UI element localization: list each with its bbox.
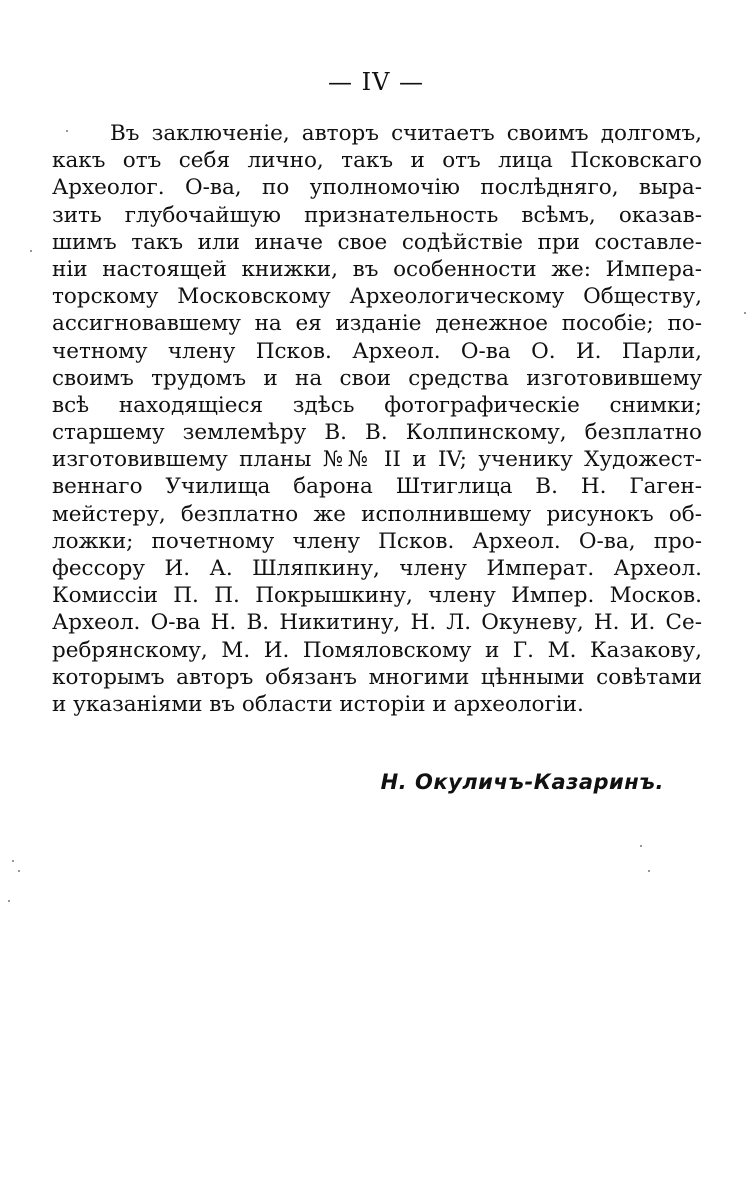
text-line: изготовившему планы №№ II и IV; ученику Художест-	[52, 447, 702, 473]
text-line: Въ заключеніе, авторъ считаетъ своимъ долгомъ,	[110, 121, 702, 146]
scan-speck	[12, 860, 14, 862]
scan-speck	[30, 250, 32, 252]
text-line: мейстеру, безплатно же исполнившему рисунокъ об-	[52, 501, 702, 527]
text-line: торскому Московскому Археологическому Обществу,	[52, 284, 702, 310]
text-line: фессору И. А. Шляпкину, члену Императ. Археол.	[52, 556, 702, 581]
scan-speck	[66, 130, 68, 132]
text-line: четному члену Псков. Археол. О-ва О. И. Парли,	[52, 338, 702, 364]
text-line: ложки; почетному члену Псков. Археол. О-ва, про-	[52, 528, 702, 554]
scan-speck	[8, 900, 10, 902]
author-signature: Н. Окуличъ-Казаринъ.	[380, 770, 664, 794]
text-line: ніи настоящей книжки, въ особенности же: Импера-	[52, 256, 702, 282]
text-line: какъ отъ себя лично, такъ и отъ лица Псковскаго	[52, 148, 702, 174]
text-line: старшему землемѣру В. В. Колпинскому, безплатно	[52, 420, 702, 446]
text-line: всѣ находящіеся здѣсь фотографическіе снимки;	[52, 392, 702, 418]
text-line: Археолог. О-ва, по уполномочію послѣдняго, выра-	[52, 175, 702, 201]
scan-speck	[744, 312, 746, 314]
text-line: веннаго Училища барона Штиглица В. Н. Гаген-	[52, 474, 702, 500]
text-line: и указаніями въ области исторіи и археологіи.	[52, 691, 584, 717]
page-number: — IV —	[327, 68, 425, 96]
scan-speck	[18, 870, 20, 872]
acknowledgement-paragraph	[52, 120, 702, 718]
scan-speck	[640, 845, 642, 847]
text-line: шимъ такъ или иначе свое содѣйствіе при составле-	[52, 229, 702, 255]
text-line: Археол. О-ва Н. В. Никитину, Н. Л. Окуневу, Н. И. Се-	[52, 610, 702, 636]
text-line: ассигновавшему на ея изданіе денежное пособіе; по-	[52, 311, 702, 337]
text-line: ребрянскому, М. И. Помяловскому и Г. М. Казакову,	[52, 637, 702, 663]
text-line: зить глубочайшую признательность всѣмъ, оказав-	[52, 202, 702, 228]
scan-speck	[648, 870, 650, 872]
text-line: своимъ трудомъ и на свои средства изготовившему	[52, 365, 702, 391]
text-line: Комиссіи П. П. Покрышкину, члену Импер. Москов.	[52, 583, 702, 609]
text-line: которымъ авторъ обязанъ многими цѣнными совѣтами	[52, 664, 702, 690]
